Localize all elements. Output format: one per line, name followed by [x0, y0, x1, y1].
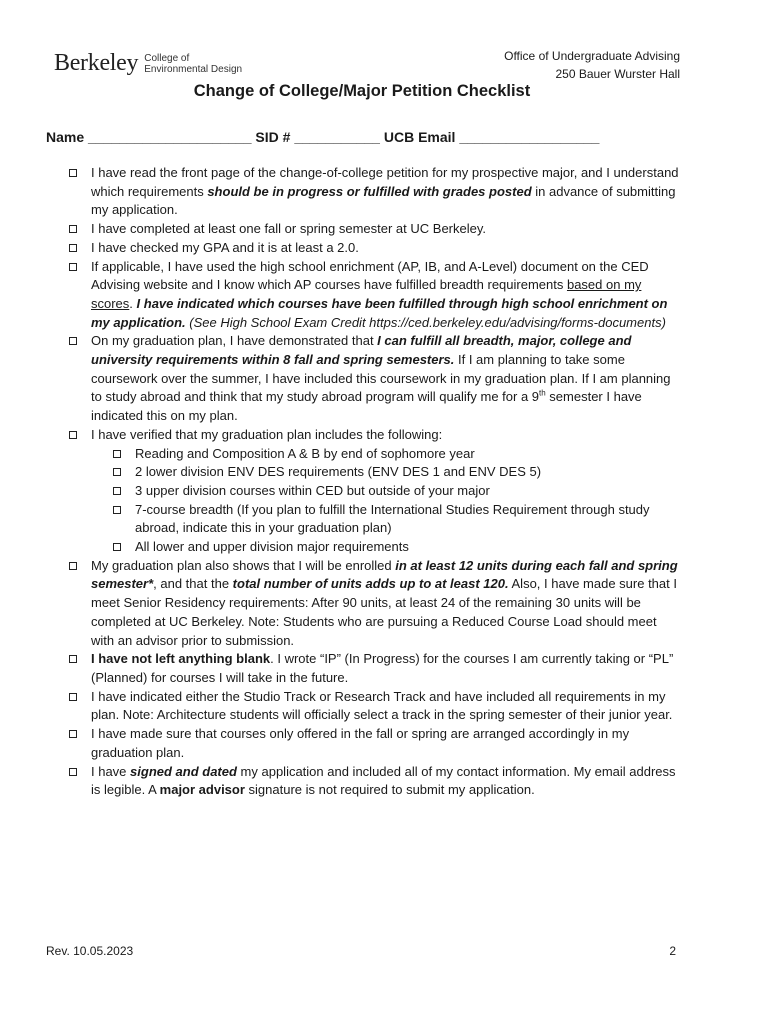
name-sid-email-fields: Name _____________________ SID # ___________ UCB Email __________________ [46, 129, 600, 145]
page-title: Change of College/Major Petition Checklist [193, 82, 531, 100]
page-number: 2 [669, 944, 676, 958]
logo-subtitle [144, 53, 242, 75]
checklist-item: I have verified that my graduation plan includes the following: [66, 426, 680, 445]
checklist-item: I have checked my GPA and it is at least a 2.0. [66, 239, 680, 258]
checklist-subitem: 3 upper division courses within CED but outside of your major [66, 482, 680, 501]
checklist-subitem: 2 lower division ENV DES requirements (ENV DES 1 and ENV DES 5) [66, 463, 680, 482]
checklist-item: My graduation plan also shows that I will be enrolled in at least 12 units during each fall and spring semester*, and that the total number of units adds up to at least 120. Also, I have made sure that I meet Senior Residency requirements: After 90 units, at least 24 of the remaining 30 units will be completed at UC Berkeley. Note: Students who are pursuing a Reduced Course Load should meet with an advisor prior to submission. [66, 557, 680, 651]
checkbox-icon[interactable] [69, 730, 77, 738]
checkbox-icon[interactable] [69, 655, 77, 663]
office-location: 250 Bauer Wurster Hall [555, 67, 680, 81]
checkbox-icon[interactable] [69, 244, 77, 252]
underlined-text: based on my scores [91, 277, 642, 311]
office-address [504, 47, 680, 83]
checklist-item: I have completed at least one fall or spring semester at UC Berkeley. [66, 220, 680, 239]
checkbox-icon[interactable] [69, 225, 77, 233]
checkbox-icon[interactable] [69, 263, 77, 271]
logo-subtitle-line-2: Environmental Design [144, 64, 243, 75]
checkbox-icon[interactable] [69, 169, 77, 177]
checklist-subitem: 7-course breadth (If you plan to fulfill the International Studies Requirement through study abroad, indicate this in your graduation plan) [66, 501, 680, 538]
checklist-item: On my graduation plan, I have demonstrated that I can fulfill all breadth, major, college and university requirements within 8 fall and spring semesters. If I am planning to take some coursework over the summer, I have included this coursework in my graduation plan. If I am planning to study abroad and think that my study abroad program will qualify me for a 9th semester I have indicated this on my plan. [66, 332, 680, 426]
checkbox-icon[interactable] [113, 468, 121, 476]
checkbox-icon[interactable] [69, 693, 77, 701]
checklist-item: I have indicated either the Studio Track or Research Track and have included all requirements in my plan. Note: Architecture students will officially select a track in the spring semester of their junior year. [66, 688, 680, 725]
office-name: Office of Undergraduate Advising [504, 49, 680, 63]
checkbox-icon[interactable] [69, 431, 77, 439]
checklist [66, 164, 680, 800]
checklist-subitem: All lower and upper division major requirements [66, 538, 680, 557]
checklist-item: I have not left anything blank. I wrote “IP” (In Progress) for the courses I am currently taking or “PL” (Planned) for courses I will take in the future. [66, 650, 680, 687]
checklist-item: If applicable, I have used the high school enrichment (AP, IB, and A-Level) document on the CED Advising website and I know which AP courses have fulfilled breadth requirements based on my scores. I have indicated which courses have been fulfilled through high school enrichment on my application. (See High School Exam Credit https://ced.berkeley.edu/advising/forms-documents) [66, 258, 680, 333]
exam-credit-reference: (See High School Exam Credit https://ced.berkeley.edu/advising/forms-documents) [185, 314, 666, 330]
checklist-subitem: Reading and Composition A & B by end of sophomore year [66, 445, 680, 464]
checkbox-icon[interactable] [113, 487, 121, 495]
berkeley-ced-logo [54, 50, 242, 76]
logo-subtitle-line-1: College of [144, 53, 190, 64]
checkbox-icon[interactable] [113, 506, 121, 514]
checkbox-icon[interactable] [69, 562, 77, 570]
checkbox-icon[interactable] [113, 450, 121, 458]
checklist-item: I have read the front page of the change-of-college petition for my prospective major, and I understand which requirements should be in progress or fulfilled with grades posted in advance of submitting my application. [66, 164, 680, 220]
checklist-item: I have made sure that courses only offered in the fall or spring are arranged accordingly in my graduation plan. [66, 725, 680, 762]
checkbox-icon[interactable] [69, 337, 77, 345]
logo-wordmark: Berkeley [54, 50, 139, 76]
checkbox-icon[interactable] [113, 543, 121, 551]
checkbox-icon[interactable] [69, 768, 77, 776]
revision-date: Rev. 10.05.2023 [46, 944, 134, 958]
checklist-item: I have signed and dated my application and included all of my contact information. My email address is legible. A major advisor signature is not required to submit my application. [66, 763, 680, 800]
